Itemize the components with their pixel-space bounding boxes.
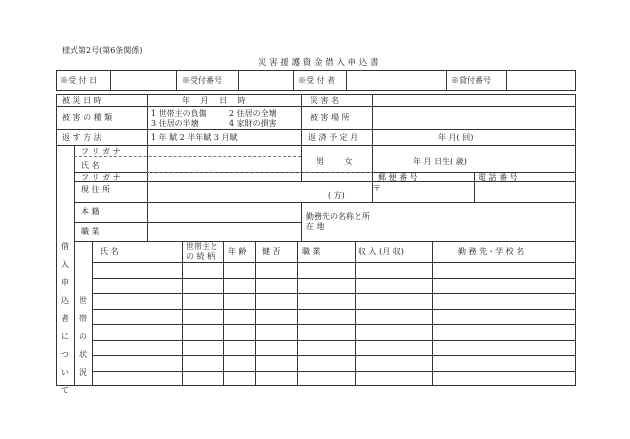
repayment-schedule-label: 返 済 予 定 月	[308, 133, 359, 142]
household-row-line	[92, 371, 576, 372]
form-title: 災 害 援 護 資 金 借 入 申 込 書	[258, 58, 379, 68]
receipt-date-label: ※受 付 日	[60, 76, 98, 85]
repayment-schedule-value: 年 月( 回)	[438, 133, 474, 142]
furigana-2-label: フ リ ガ ナ	[81, 173, 121, 182]
repayment-method-options: 1 年 賦 2 半年賦 3 月賦	[151, 133, 238, 142]
household-row-line	[92, 324, 576, 325]
damage-type-option-3: 3 住居の半壊	[151, 119, 199, 128]
disaster-date-label: 被 災 日 時	[62, 96, 102, 105]
damage-type-option-4: 4 家財の損害	[229, 119, 277, 128]
form-number: 様式第2号(第6条関係)	[62, 46, 143, 55]
postal-code-label: 郵 便 番 号	[378, 173, 418, 182]
household-header-workplace: 勤 務 先・学 校 名	[458, 247, 525, 256]
household-row-line	[92, 340, 576, 341]
household-header-income: 収 入 (月 収)	[358, 247, 404, 256]
household-row-line	[92, 355, 576, 356]
furigana-1-label: フ リ ガ ナ	[81, 147, 121, 156]
disaster-date-value: 年 月 日 時	[182, 96, 250, 105]
applicant-name-label: 氏 名	[81, 161, 100, 170]
phone-number-label: 電 話 番 号	[478, 173, 518, 182]
household-header-name: 氏 名	[100, 247, 119, 256]
household-side-label: 世帯の状況	[79, 296, 87, 377]
repayment-method-label: 返 す 方 法	[62, 133, 102, 142]
loan-number-label: ※貸付番号	[451, 76, 491, 85]
household-row-line	[92, 262, 576, 263]
household-header-occupation: 職 業	[302, 247, 321, 256]
damage-type-option-2: 2 住居の全壊	[229, 109, 277, 118]
household-header-health: 健 否	[262, 247, 281, 256]
occupation-label: 職 業	[81, 227, 100, 236]
damage-type-option-1: 1 世帯主の負傷	[151, 109, 207, 118]
damage-place-label: 被 害 場 所	[310, 113, 350, 122]
disaster-name-label: 災 害 名	[310, 96, 340, 105]
household-header-age: 年 齢	[228, 247, 247, 256]
workplace-label: 勤務先の名称と所 在 地	[306, 212, 370, 231]
receipt-number-label: ※受付番号	[182, 76, 222, 85]
receiver-label: ※受 付 者	[298, 76, 336, 85]
gender-options: 男 女	[316, 157, 362, 166]
household-row-line	[92, 278, 576, 279]
applicant-side-label: 借入申込者について	[61, 242, 69, 395]
birth-date-field: 年 月 日生( 歳)	[413, 157, 467, 166]
address-label: 現 住 所	[81, 185, 111, 194]
postal-mark: 〒	[373, 184, 381, 193]
person-count-field: ( 方)	[328, 191, 345, 200]
household-header-relation: 世帯主と の 続 柄	[186, 242, 218, 261]
domicile-label: 本 籍	[81, 207, 100, 216]
damage-type-label: 被 害 の 種 類	[62, 113, 113, 122]
household-row-line	[92, 309, 576, 310]
household-row-line	[92, 293, 576, 294]
